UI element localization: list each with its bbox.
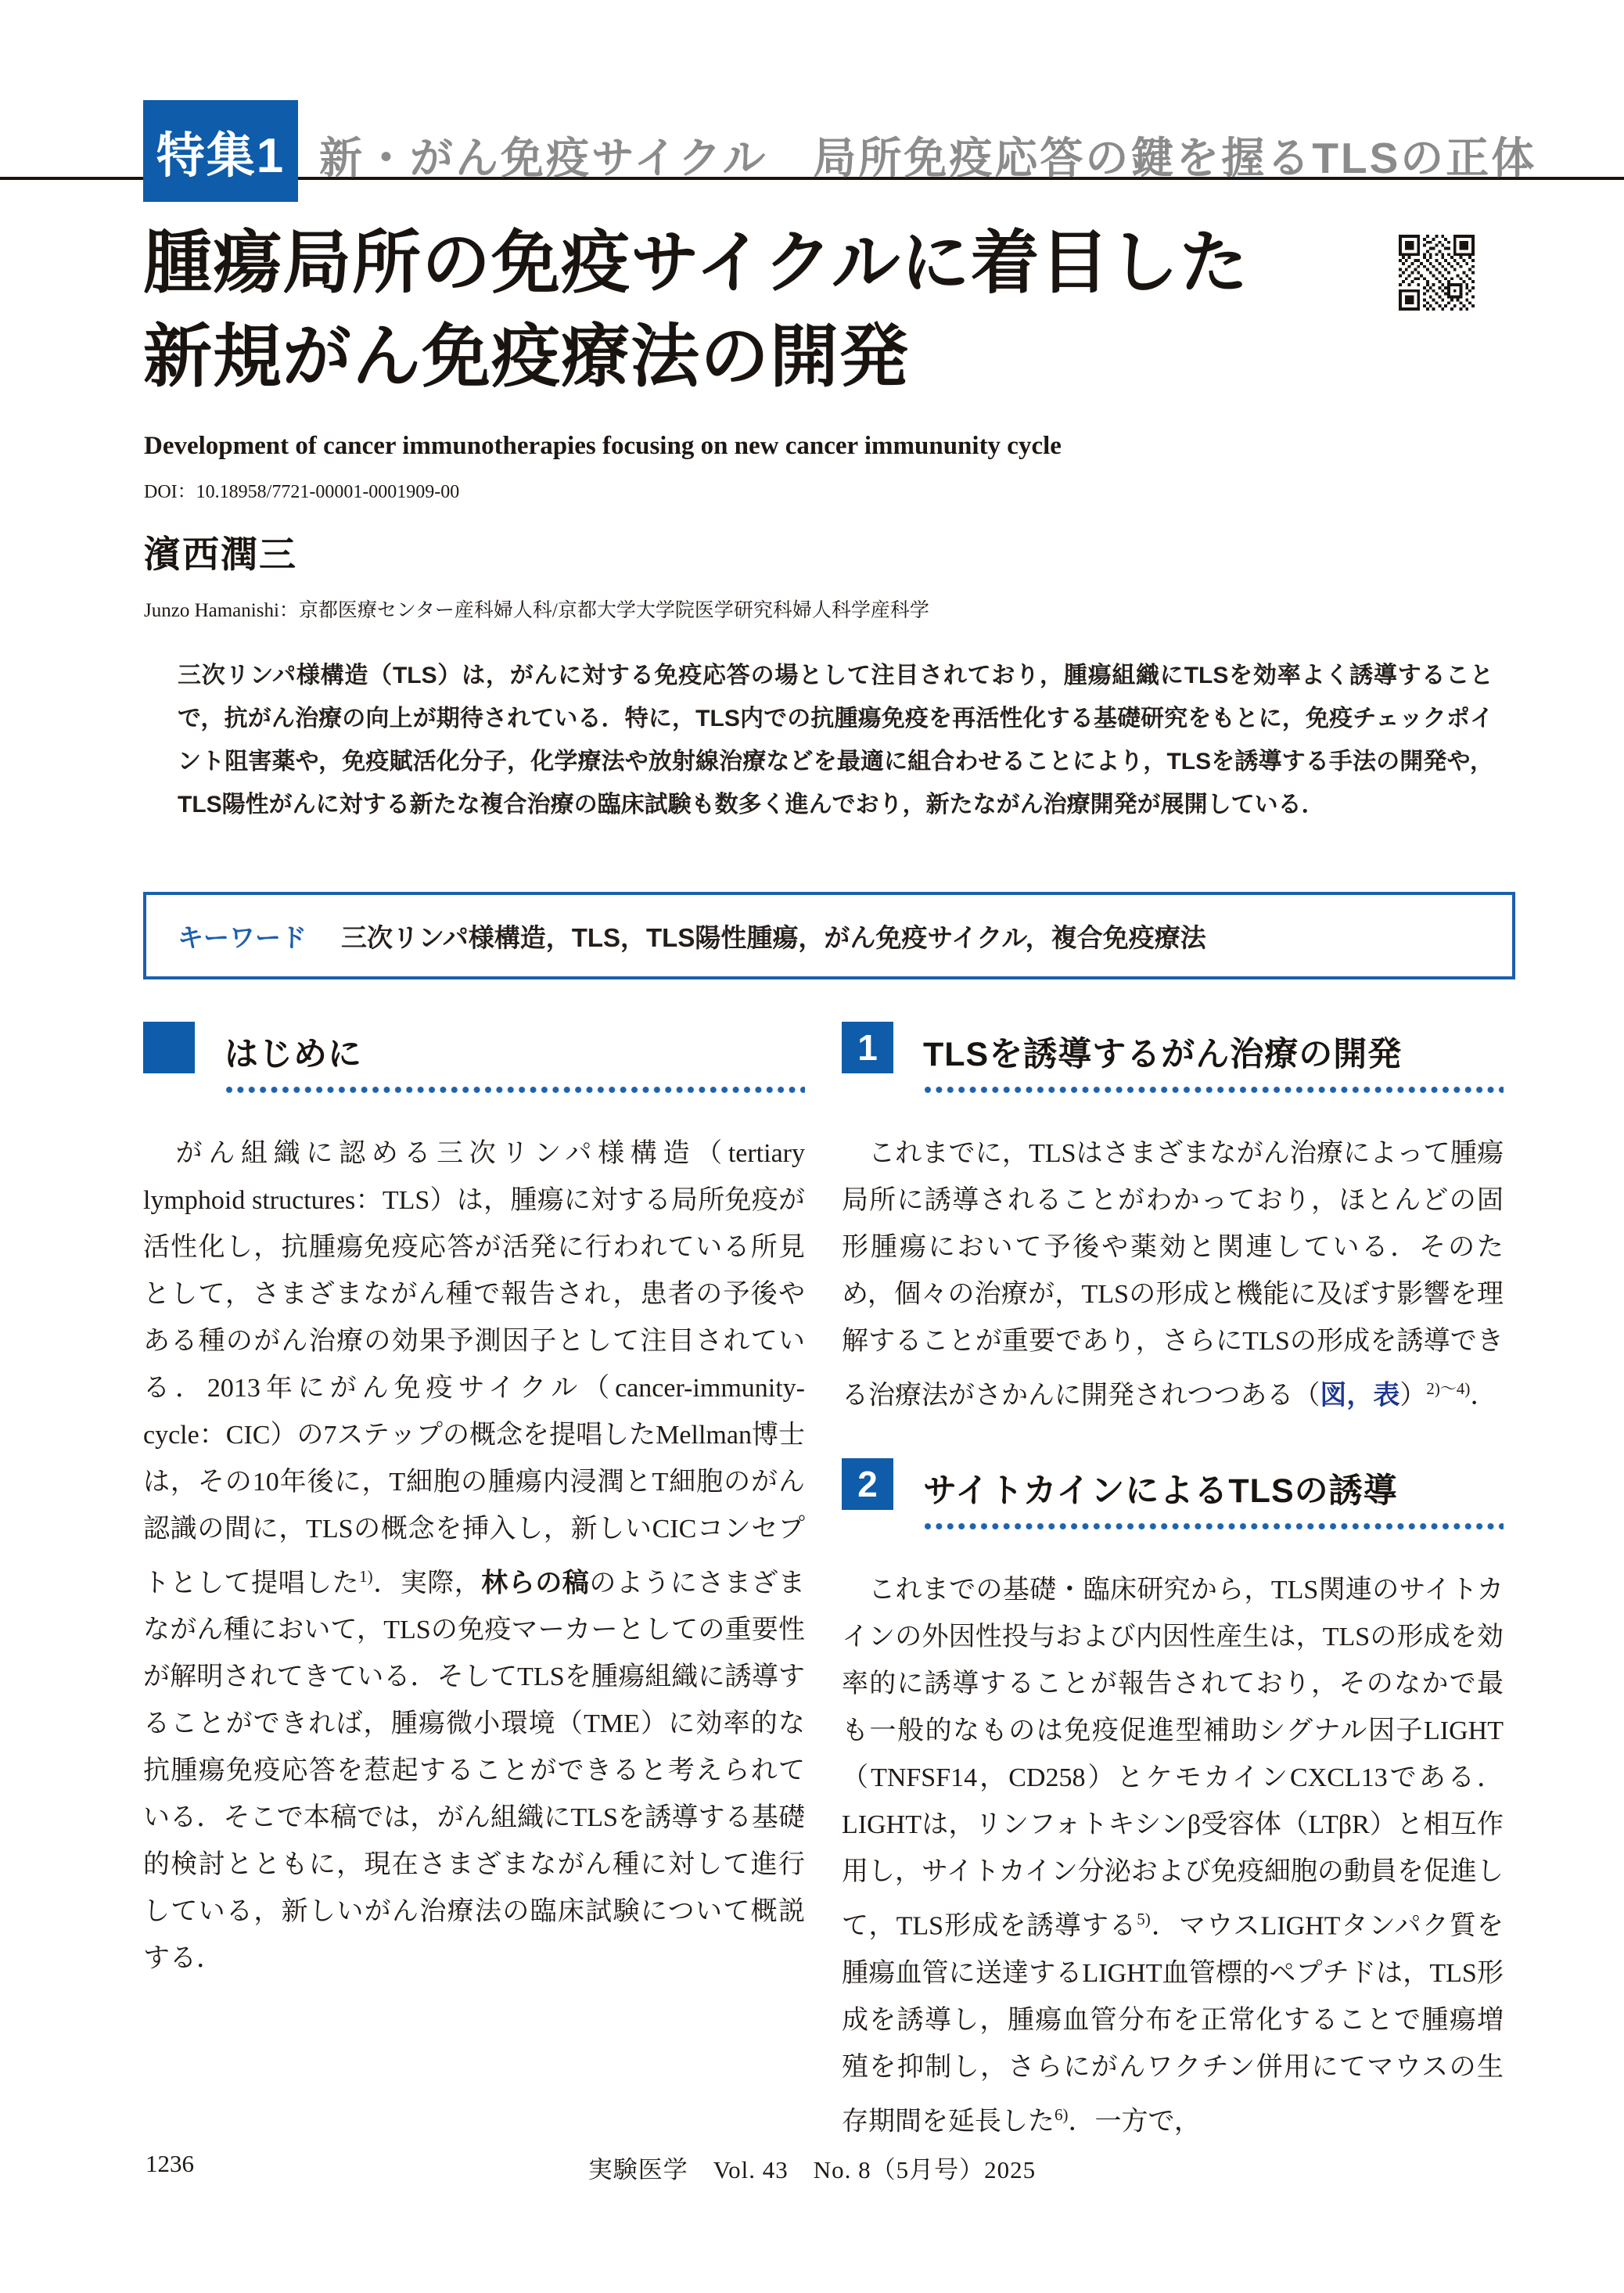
intro-text-2: ．実際， xyxy=(372,1569,482,1598)
page-footer xyxy=(0,2150,1624,2185)
section2-text-1: これまでの基礎・臨床研究から，TLS関連のサイトカインの外因性投与および内因性産生は，TLSの形成を効率的に誘導することが報告されており，そのなかで最も一般的なものは免疫促進型補助シグナル因子LIGHT（TNFSF14，CD258）とケモカインCXCL13である．LIGHTは，リンフォトキシンβ受容体（LTβR）と相互作用し，サイトカイン分泌および免疫細胞の動員を促進して，TLS形成を誘導する xyxy=(842,1576,1504,1941)
section-title-2: サイトカインによるTLSの誘導 xyxy=(923,1472,1398,1511)
section1-text-2: ） xyxy=(1399,1381,1427,1411)
reference-superscript-2-4: 2)～4) xyxy=(1426,1379,1471,1398)
english-title: Development of cancer immunotherapies focusing on new cancer immununity cycle xyxy=(144,432,1062,460)
page-number: 1236 xyxy=(146,2150,194,2177)
section-heading-intro xyxy=(143,1022,805,1094)
reference-superscript-6: 6) xyxy=(1055,2104,1069,2124)
intro-text-1: がん組織に認める三次リンパ様構造（tertiary lymphoid structures：TLS）は，腫瘍に対する局所免疫が活性化し，抗腫瘍免疫応答が活発に行われている所見として，さまざまながん種で報告され，患者の予後やある種のがん治療の効果予測因子として注目されている．2013年にがん免疫サイクル（cancer-immunity-cycle：CIC）の7ステップの概念を提唱したMellman博士は，その10年後に，T細胞の腫瘍内浸潤とT細胞のがん認識の間に，TLSの概念を挿入し，新しいCICコンセプトとして提唱した xyxy=(143,1139,805,1598)
feature-series-title: 新・がん免疫サイクル 局所免疫応答の鍵を握るTLSの正体 xyxy=(319,134,1537,182)
article-title-line1: 腫瘍局所の免疫サイクルに着目した xyxy=(143,224,1249,301)
section2-text-2: ．マウスLIGHTタンパク質を腫瘍血管に送達するLIGHT血管標的ペプチドは，TLS形成を誘導し，腫瘍血管分布を正常化することで腫瘍増殖を抑制し，さらにがんワクチン併用にてマウスの生存期間を延長した xyxy=(842,1911,1504,2136)
section-title-intro: はじめに xyxy=(225,1036,362,1073)
keyword-label: キーワード xyxy=(178,922,307,952)
keyword-box xyxy=(143,892,1515,979)
section1-text-1: これまでに，TLSはさまざまながん治療によって腫瘍局所に誘導されることがわかっており，ほとんどの固形腫瘍において予後や薬効と関連している．そのため，個々の治療が，TLSの形成と機能に及ぼす影響を理解することが重要であり，さらにTLSの形成を誘導できる治療法がさかんに開発されつつある（ xyxy=(842,1139,1504,1411)
right-column xyxy=(842,1022,1504,2145)
section-heading-2 xyxy=(842,1458,1504,1530)
section-heading-1 xyxy=(842,1022,1504,1094)
left-column xyxy=(143,1022,805,1982)
dotted-rule xyxy=(924,1522,1504,1530)
section1-text-3: ． xyxy=(1470,1381,1497,1411)
intro-paragraph xyxy=(143,1130,805,1982)
doi: DOI：10.18958/7721-00001-0001909-00 xyxy=(144,482,460,502)
reference-superscript-1: 1) xyxy=(359,1567,373,1586)
qr-code xyxy=(1399,235,1475,311)
article-title-line2: 新規がん免疫療法の開発 xyxy=(143,318,910,395)
section-number-badge-2: 2 xyxy=(842,1458,893,1510)
article-title xyxy=(143,216,1249,404)
author-name: 濱西潤三 xyxy=(144,534,297,575)
section-marker-square xyxy=(143,1022,195,1073)
author-affiliation: Junzo Hamanishi：京都医療センター産科婦人科/京都大学大学院医学研究科婦人科学産科学 xyxy=(144,600,929,621)
section-1-paragraph xyxy=(842,1130,1504,1419)
intro-text-3: のようにさまざまながん種において，TLSの免疫マーカーとしての重要性が解明されてきている．そしてTLSを腫瘍組織に誘導することができれば，腫瘍微小環境（TME）に効率的な抗腫瘍免疫応答を惹起することができると考えられている．そこで本稿では，がん組織にTLSを誘導する基礎的検討とともに，現在さまざまながん種に対して進行している，新しいがん治療法の臨床試験について概説する． xyxy=(143,1569,806,1974)
section2-text-3: ．一方で， xyxy=(1068,2106,1201,2136)
section-2-paragraph xyxy=(842,1567,1504,2145)
dotted-rule xyxy=(225,1086,805,1094)
reference-superscript-5: 5) xyxy=(1137,1910,1151,1929)
section-title-1: TLSを誘導するがん治療の開発 xyxy=(923,1036,1403,1073)
journal-reference: 実験医学 Vol. 43 No. 8（5月号）2025 xyxy=(587,2156,1037,2183)
keyword-list: 三次リンパ様構造，TLS，TLS陽性腫瘍，がん免疫サイクル，複合免疫療法 xyxy=(341,922,1206,952)
abstract-text: 三次リンパ様構造（TLS）は，がんに対する免疫応答の場として注目されており，腫瘍組織にTLSを効率よく誘導することで，抗がん治療の向上が期待されている．特に，TLS内での抗腫瘍免疫を再活性化する基礎研究をもとに，免疫チェックポイント阻害薬や，免疫賦活化分子，化学療法や放射線治療などを最適に組合わせることにより，TLSを誘導する手法の開発や，TLS陽性がんに対する新たな複合治療の臨床試験も数多く進んでおり，新たながん治療開発が展開している． xyxy=(178,663,1493,818)
section-number-badge-1: 1 xyxy=(842,1022,893,1073)
dotted-rule xyxy=(924,1086,1504,1094)
figure-table-link[interactable]: 図，表 xyxy=(1320,1380,1400,1411)
citation-hayashi-bold: 林らの稿 xyxy=(481,1568,590,1598)
feature-badge: 特集1 xyxy=(143,100,298,202)
